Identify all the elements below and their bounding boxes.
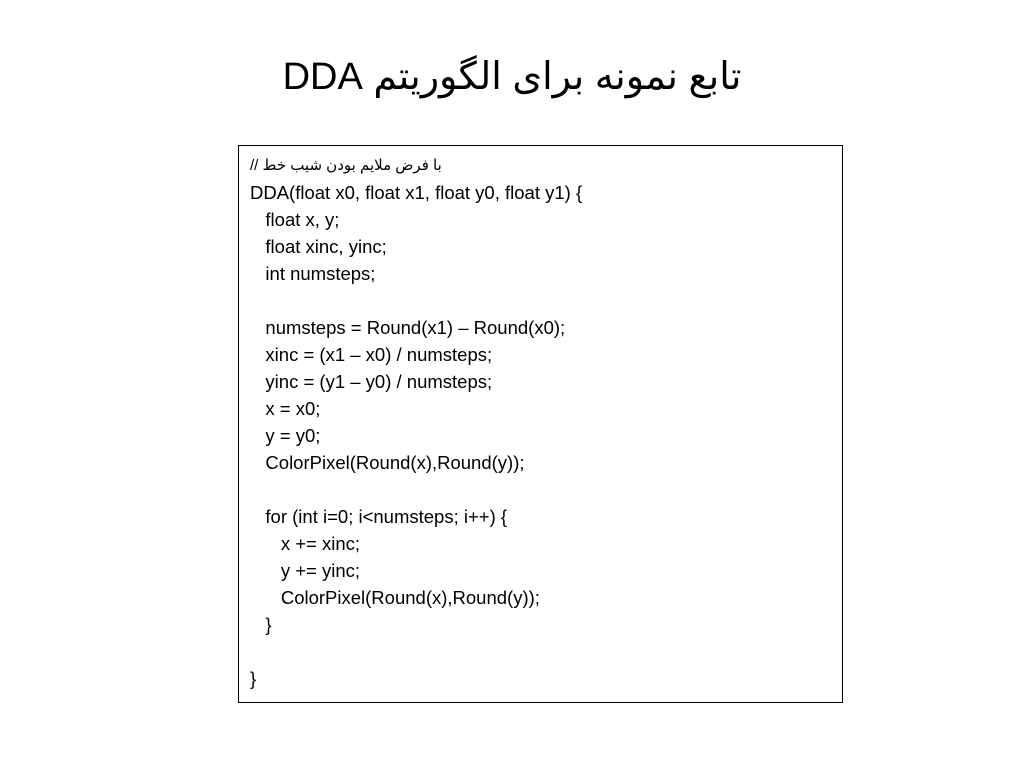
code-line: ColorPixel(Round(x),Round(y)); <box>250 452 525 473</box>
code-line: xinc = (x1 – x0) / numsteps; <box>250 344 493 365</box>
code-line: y = y0; <box>250 425 321 446</box>
code-line: } <box>250 614 272 635</box>
code-line: float x, y; <box>250 209 340 230</box>
code-line <box>250 476 840 503</box>
comment-text: با فرض ملایم بودن شیب خط <box>262 157 442 174</box>
code-line: float xinc, yinc; <box>250 236 387 257</box>
code-line: ColorPixel(Round(x),Round(y)); <box>250 587 540 608</box>
code-listing-box <box>238 145 843 703</box>
code-comment-line <box>250 153 840 179</box>
comment-slashes: // <box>250 157 263 174</box>
code-line: DDA(float x0, float x1, float y0, float y1) { <box>250 182 583 203</box>
code-line: x = x0; <box>250 398 321 419</box>
slide-title: تابع نمونه برای الگوریتم DDA <box>282 56 742 98</box>
code-line: numsteps = Round(x1) – Round(x0); <box>250 317 566 338</box>
code-line: y += yinc; <box>250 560 361 581</box>
code-line <box>250 287 840 314</box>
code-line <box>250 638 840 665</box>
code-line: int numsteps; <box>250 263 376 284</box>
code-line: x += xinc; <box>250 533 361 554</box>
code-lines <box>250 153 840 692</box>
code-line: yinc = (y1 – y0) / numsteps; <box>250 371 493 392</box>
code-line: for (int i=0; i<numsteps; i++) { <box>250 506 508 527</box>
code-line: } <box>250 668 257 689</box>
